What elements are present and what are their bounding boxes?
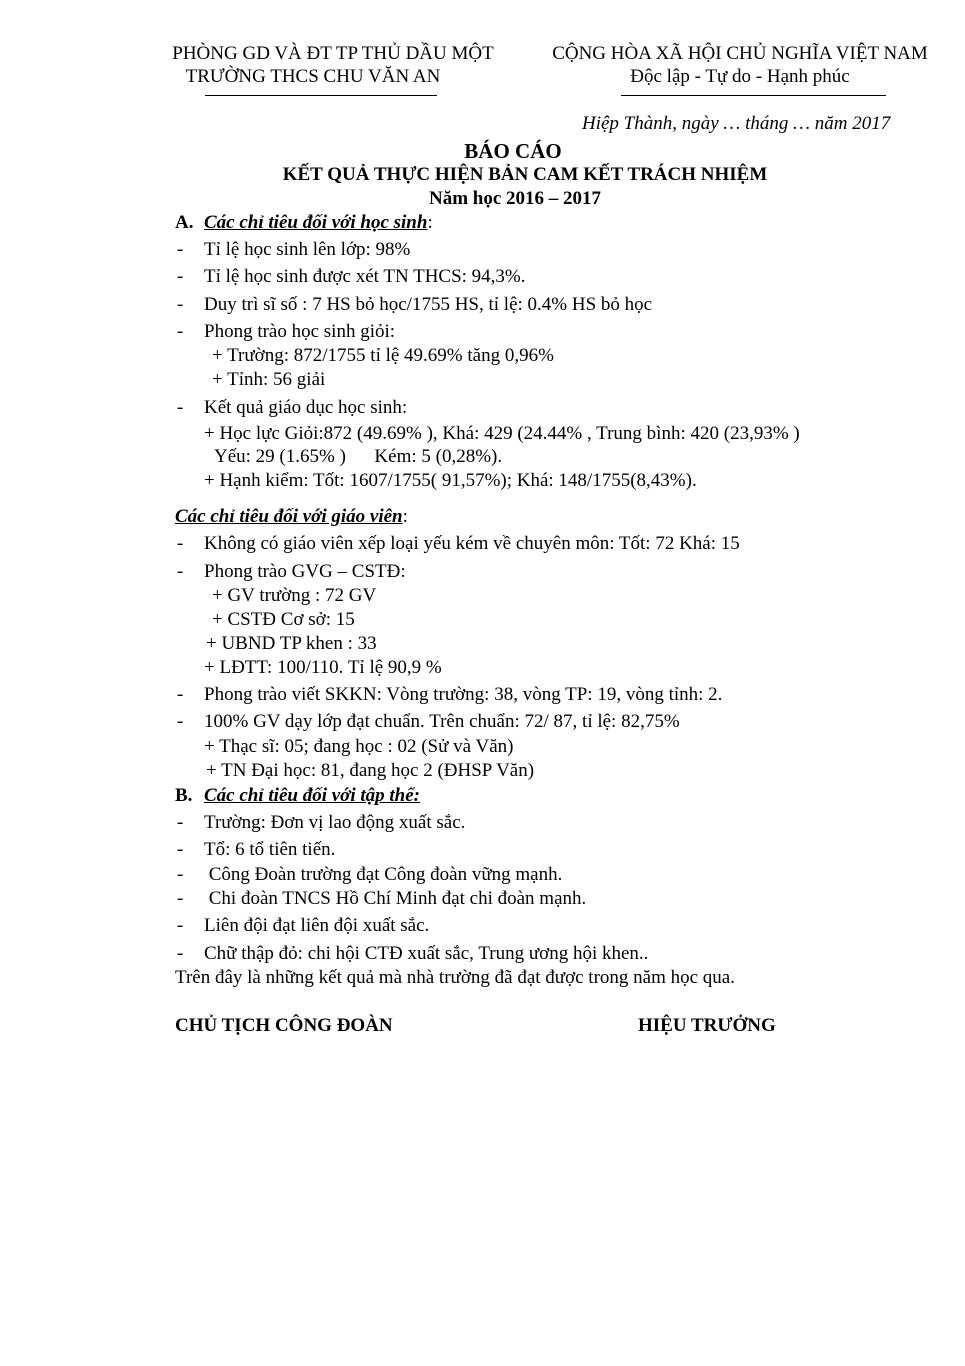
section-gv-heading: Các chỉ tiêu đối với giáo viên bbox=[175, 506, 403, 527]
school-name: TRƯỜNG THCS CHU VĂN AN bbox=[185, 66, 441, 87]
list-item: Chữ thập đỏ: chi hội CTĐ xuất sắc, Trung ương hội khen.. bbox=[204, 943, 649, 964]
list-item: Chi đoàn TNCS Hồ Chí Minh đạt chi đoàn mạnh. bbox=[204, 888, 587, 909]
sub-item: + Hạnh kiểm: Tốt: 1607/1755( 91,57%); Khá: 148/1755(8,43%). bbox=[204, 470, 697, 491]
section-a-colon: : bbox=[427, 212, 433, 233]
bullet: - bbox=[177, 915, 184, 936]
section-gv-heading-wrap bbox=[175, 506, 408, 528]
bullet: - bbox=[177, 812, 184, 833]
list-item: Tỉ lệ học sinh lên lớp: 98% bbox=[204, 239, 411, 260]
report-title: BÁO CÁO bbox=[464, 139, 562, 163]
sub-item: + Thạc sĩ: 05; đang học : 02 (Sử và Văn) bbox=[204, 736, 514, 757]
bullet: - bbox=[177, 397, 184, 418]
bullet: - bbox=[177, 561, 184, 582]
list-item: Tỉ lệ học sinh được xét TN THCS: 94,3%. bbox=[204, 266, 526, 287]
list-item: Liên đội đạt liên đội xuất sắc. bbox=[204, 915, 430, 936]
signature-union-chair: CHỦ TỊCH CÔNG ĐOÀN bbox=[175, 1015, 393, 1036]
sub-item: + Tỉnh: 56 giải bbox=[212, 369, 326, 390]
sub-item: + CSTĐ Cơ sở: 15 bbox=[212, 609, 355, 630]
report-subtitle: KẾT QUẢ THỰC HIỆN BẢN CAM KẾT TRÁCH NHIỆM bbox=[282, 164, 768, 185]
date-line: Hiệp Thành, ngày … tháng … năm 2017 bbox=[582, 113, 891, 134]
list-item: Duy trì sĩ số : 7 HS bỏ học/1755 HS, tỉ lệ: 0.4% HS bỏ học bbox=[204, 294, 653, 315]
section-b-label: B. bbox=[175, 785, 193, 806]
bullet: - bbox=[177, 711, 184, 732]
list-item: Kết quả giáo dục học sinh: bbox=[204, 397, 408, 418]
sub-item: + Trường: 872/1755 tỉ lệ 49.69% tăng 0,96% bbox=[212, 345, 554, 366]
bullet: - bbox=[177, 321, 184, 342]
list-item: Phong trào viết SKKN: Vòng trường: 38, vòng TP: 19, vòng tỉnh: 2. bbox=[204, 684, 723, 705]
section-b-heading: Các chỉ tiêu đối với tập thể: bbox=[204, 785, 421, 806]
list-item: Không có giáo viên xếp loại yếu kém về chuyên môn: Tốt: 72 Khá: 15 bbox=[204, 533, 740, 554]
signature-principal: HIỆU TRƯỞNG bbox=[638, 1015, 776, 1036]
school-underline bbox=[205, 95, 437, 96]
list-item: Tổ: 6 tổ tiên tiến. bbox=[204, 839, 336, 860]
bullet: - bbox=[177, 839, 184, 860]
country-name: CỘNG HÒA XÃ HỘI CHỦ NGHĨA VIỆT NAM bbox=[552, 43, 928, 64]
school-year: Năm học 2016 – 2017 bbox=[428, 188, 602, 209]
sub-item: Yếu: 29 (1.65% ) Kém: 5 (0,28%). bbox=[214, 446, 503, 467]
national-motto: Độc lập - Tự do - Hạnh phúc bbox=[630, 66, 850, 87]
sub-item: + UBND TP khen : 33 bbox=[206, 633, 377, 654]
sub-item: + Học lực Giỏi:872 (49.69% ), Khá: 429 (24.44% , Trung bình: 420 (23,93% ) bbox=[204, 423, 800, 444]
department-name: PHÒNG GD VÀ ĐT TP THỦ DẦU MỘT bbox=[172, 43, 494, 64]
section-a-heading-wrap bbox=[204, 212, 433, 234]
sub-item: + TN Đại học: 81, đang học 2 (ĐHSP Văn) bbox=[206, 760, 535, 781]
bullet: - bbox=[177, 943, 184, 964]
bullet: - bbox=[177, 533, 184, 554]
bullet: - bbox=[177, 239, 184, 260]
bullet: - bbox=[177, 294, 184, 315]
sub-item: + LĐTT: 100/110. Tỉ lệ 90,9 % bbox=[204, 657, 442, 678]
bullet: - bbox=[177, 888, 184, 909]
bullet: - bbox=[177, 864, 184, 885]
section-a-heading: Các chỉ tiêu đối với học sinh bbox=[204, 212, 428, 233]
sub-item: + GV trường : 72 GV bbox=[212, 585, 377, 606]
list-item: 100% GV dạy lớp đạt chuẩn. Trên chuẩn: 72/ 87, tỉ lệ: 82,75% bbox=[204, 711, 680, 732]
list-item: Phong trào GVG – CSTĐ: bbox=[204, 561, 406, 582]
section-gv-colon: : bbox=[402, 506, 408, 527]
bullet: - bbox=[177, 266, 184, 287]
list-item: Phong trào học sinh giỏi: bbox=[204, 321, 396, 342]
list-item: Công Đoàn trường đạt Công đoàn vững mạnh. bbox=[204, 864, 563, 885]
closing-statement: Trên đây là những kết quả mà nhà trường đã đạt được trong năm học qua. bbox=[175, 967, 735, 988]
motto-underline bbox=[621, 95, 886, 96]
list-item: Trường: Đơn vị lao động xuất sắc. bbox=[204, 812, 466, 833]
bullet: - bbox=[177, 684, 184, 705]
section-a-label: A. bbox=[175, 212, 194, 233]
